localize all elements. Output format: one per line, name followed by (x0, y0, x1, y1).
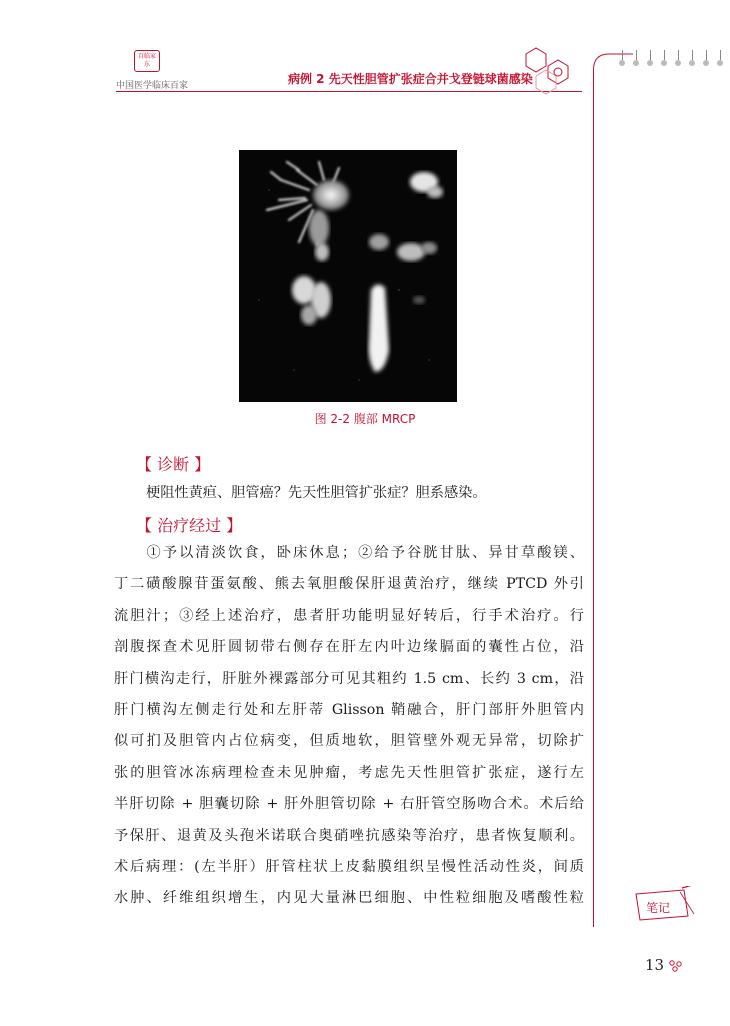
page-ornament-icon (669, 960, 683, 972)
pin-icon (658, 50, 672, 70)
figure-caption: 图 2-2 腹部 MRCP (314, 412, 416, 426)
running-header-title: 病例 2 先天性胆管扩张症合并戈登链球菌感染 (288, 72, 533, 86)
pin-icon (686, 50, 700, 70)
treatment-line: 肝门横沟走行，肝脏外裸露部分可见其粗约 1.5 cm、长约 3 cm，沿 (114, 670, 584, 687)
series-logo (134, 50, 160, 72)
diagnosis-line: 梗阻性黄疸、胆管癌？先天性胆管扩张症？胆系感染。 (146, 485, 487, 501)
pin-icon (672, 50, 686, 70)
notes-badge-icon (630, 886, 700, 926)
notes-badge-label: 笔记 (646, 901, 671, 915)
pin-icon (644, 50, 658, 70)
treatment-line: 水肿、纤维组织增生，内见大量淋巴细胞、中性粒细胞及嗜酸性粒 (114, 890, 584, 907)
diagnosis-heading: 【 诊断 】 (136, 455, 211, 474)
treatment-line: 剖腹探查术见肝圆韧带右侧存在肝左内叶边缘膈面的囊性占位，沿 (114, 639, 584, 656)
pin-icon (616, 50, 630, 70)
mrcp-image (239, 150, 457, 402)
treatment-body (114, 538, 584, 915)
treatment-line: ①予以清淡饮食，卧床休息；②给予谷胱甘肽、异甘草酸镁、 (114, 545, 584, 561)
series-name: 中国医学临床百家 (116, 81, 189, 91)
series-logo-text: 百临家东 (137, 53, 156, 68)
treatment-heading: 【 治疗经过 】 (136, 516, 243, 535)
hexagon-decoration-icon (516, 46, 586, 96)
pin-icon (700, 50, 714, 70)
pin-icon (714, 50, 728, 70)
treatment-line: 张的胆管冰冻病理检查未见肿瘤，考虑先天性胆管扩张症，遂行左 (114, 764, 584, 781)
diagnosis-text (146, 478, 586, 509)
mrcp-scan-graphic (239, 150, 457, 402)
treatment-line: 流胆汁；③经上述治疗，患者肝功能明显好转后，行手术治疗。行 (114, 607, 584, 624)
pin-icon (630, 50, 644, 70)
treatment-line: 术后病理：(左半肝）肝管柱状上皮黏膜组织呈慢性活动性炎，间质 (114, 859, 584, 876)
notes-pins (616, 50, 728, 70)
treatment-line: 似可扪及胆管内占位病变，但质地软，胆管壁外观无异常，切除扩 (114, 733, 584, 750)
header-rule (116, 91, 582, 92)
treatment-line: 丁二磺酸腺苷蛋氨酸、熊去氧胆酸保肝退黄治疗，继续 PTCD 外引 (114, 576, 584, 593)
page-number-value: 13 (645, 956, 665, 974)
treatment-line: 予保肝、退黄及头孢米诺联合奥硝唑抗感染等治疗，患者恢复顺利。 (114, 827, 584, 844)
treatment-line: 半肝切除 + 胆囊切除 + 肝外胆管切除 + 右肝管空肠吻合术。术后给 (114, 796, 584, 813)
notes-column-line (593, 82, 594, 927)
page-number (645, 956, 683, 974)
treatment-line: 肝门横沟左侧走行处和左肝蒂 Glisson 鞘融合，肝门部肝外胆管内 (114, 702, 584, 719)
